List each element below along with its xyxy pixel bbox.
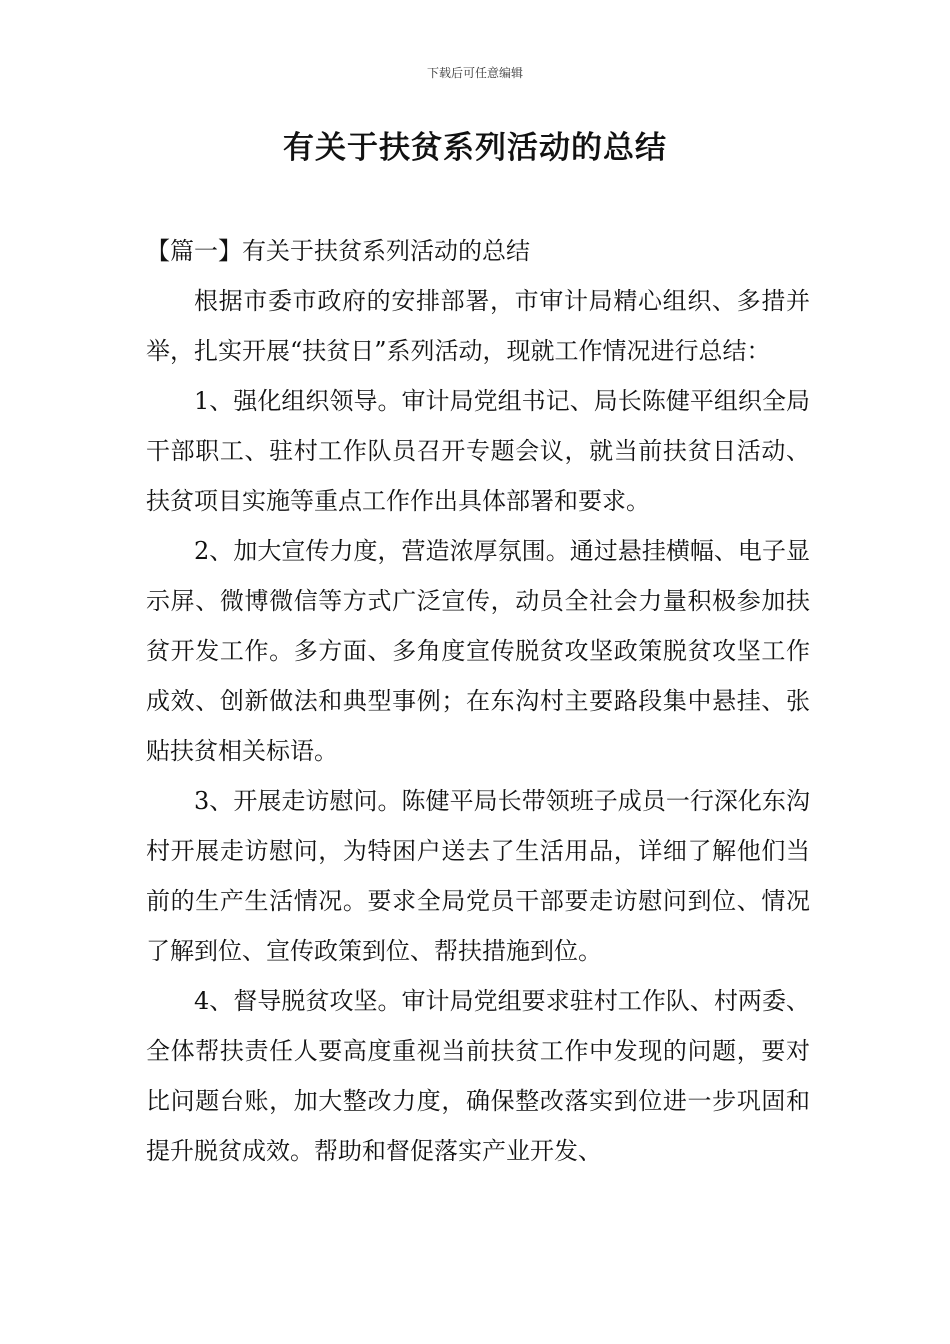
document-title: 有关于扶贫系列活动的总结 — [283, 130, 667, 166]
paragraph-intro: 根据市委市政府的安排部署，市审计局精心组织、多措并举，扎实开展“扶贫日”系列活动，现就工作情况进行总结： — [146, 287, 810, 365]
header-note: 下载后可任意编辑 — [426, 66, 523, 80]
document-body — [146, 226, 810, 1176]
paragraph-2: 2、加大宣传力度，营造浓厚氛围。通过悬挂横幅、电子显示屏、微博微信等方式广泛宣传，动员全社会力量积极参加扶贫开发工作。多方面、多角度宣传脱贫攻坚政策脱贫攻坚工作成效、创新做法和典型事例；在东沟村主要路段集中悬挂、张贴扶贫相关标语。 — [146, 537, 810, 765]
paragraph-3: 3、开展走访慰问。陈健平局长带领班子成员一行深化东沟村开展走访慰问，为特困户送去了生活用品，详细了解他们当前的生产生活情况。要求全局党员干部要走访慰问到位、情况了解到位、宣传政策到位、帮扶措施到位。 — [146, 787, 810, 965]
section-heading: 【篇一】有关于扶贫系列活动的总结 — [146, 237, 530, 265]
paragraph-4: 4、督导脱贫攻坚。审计局党组要求驻村工作队、村两委、全体帮扶责任人要高度重视当前扶贫工作中发现的问题，要对比问题台账，加大整改力度，确保整改落实到位进一步巩固和提升脱贫成效。帮助和督促落实产业开发、 — [146, 987, 810, 1165]
paragraph-1: 1、强化组织领导。审计局党组书记、局长陈健平组织全局干部职工、驻村工作队员召开专题会议，就当前扶贫日活动、扶贫项目实施等重点工作作出具体部署和要求。 — [146, 387, 810, 515]
